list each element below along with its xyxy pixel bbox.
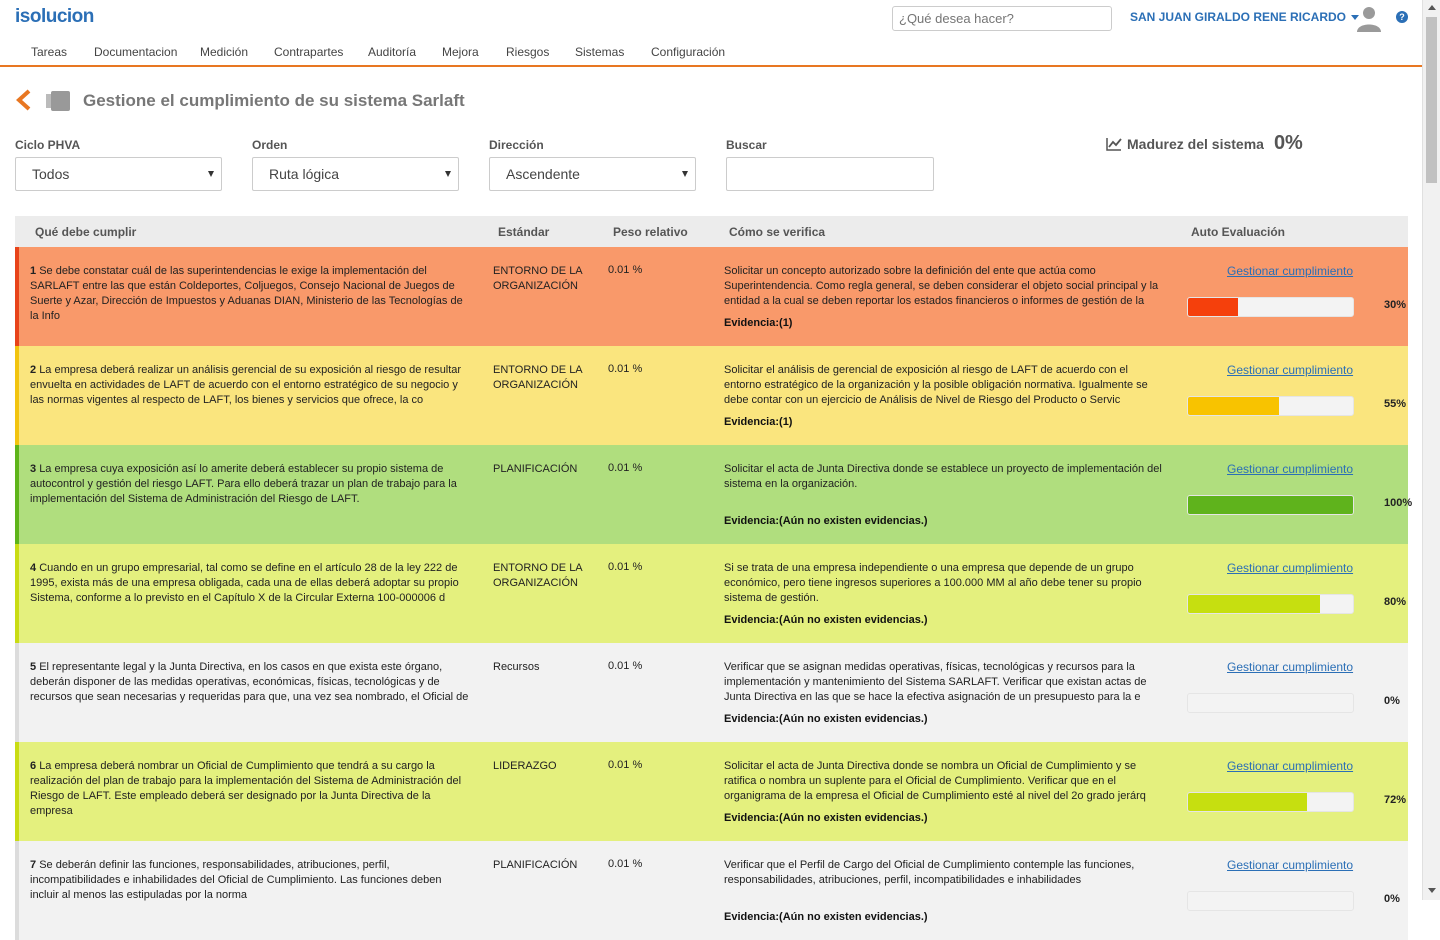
main-nav xyxy=(0,36,1422,67)
verification-text: Solicitar el acta de Junta Directiva donde se nombra un Oficial de Cumplimiento y se ratifica o nombra un suplente para el Oficial de Cumplimiento. Verificar que en el organigrama de la empresa el Oficial de Cumplimiento esté al nivel del 2o grado jerárq xyxy=(724,760,1146,802)
evidence-value: (Aún no existen evidencias.) xyxy=(779,911,928,923)
progress-bar xyxy=(1187,297,1354,317)
requirement-text xyxy=(30,363,470,408)
system-maturity xyxy=(1106,132,1303,155)
requirement-number: 1 xyxy=(30,265,37,277)
header-standard: Estándar xyxy=(498,225,550,239)
maturity-value: 0% xyxy=(1273,132,1303,154)
scroll-thumb[interactable] xyxy=(1426,17,1437,183)
standard-cell: ENTORNO DE LA ORGANIZACIÓN xyxy=(493,562,583,589)
table-row xyxy=(15,544,1408,643)
evidence-info xyxy=(724,317,792,329)
evidence-label: Evidencia: xyxy=(724,614,780,626)
evidence-info xyxy=(724,911,928,923)
user-name: SAN JUAN GIRALDO RENE RICARDO xyxy=(1130,10,1347,24)
standard-cell: PLANIFICACIÓN xyxy=(493,463,578,475)
direccion-select[interactable] xyxy=(489,157,696,191)
requirement-description: Se debe constatar cuál de las superintendencias le exige la implementación del SARLAFT entre las que están Coldeportes, Coljuegos, Consejo Nacional de Juegos de Suerte y Azar, Dirección de Impuestos y Aduanas DIAN, Ministerio de las Tecnologías de la Info xyxy=(30,265,463,322)
nav-item-riesgos[interactable]: Riesgos xyxy=(506,45,550,59)
evidence-label: Evidencia: xyxy=(724,416,780,428)
dropdown-arrow-icon xyxy=(445,171,451,177)
buscar-label: Buscar xyxy=(726,138,767,152)
progress-bar xyxy=(1187,891,1354,911)
requirement-description: La empresa deberá realizar un análisis gerencial de su exposición al riesgo de resultar envuelta en actividades de LAFT de acuerdo con el entorno estratégico de su negocio y las normas vigentes al respecto de LAFT, los bienes y servicios que ofrece, la co xyxy=(30,364,462,406)
ciclo-value: Todos xyxy=(32,166,70,182)
evidence-value: (Aún no existen evidencias.) xyxy=(779,614,928,626)
direccion-value: Ascendente xyxy=(506,166,580,182)
requirement-text xyxy=(30,759,470,819)
weight-cell: 0.01 % xyxy=(608,462,643,474)
evidence-value: (Aún no existen evidencias.) xyxy=(779,713,928,725)
evidence-value: (Aún no existen evidencias.) xyxy=(779,515,928,527)
requirement-text xyxy=(30,858,470,903)
requirement-number: 4 xyxy=(30,562,37,574)
direccion-label: Dirección xyxy=(489,138,544,152)
evidence-label: Evidencia: xyxy=(724,911,780,923)
evidence-info xyxy=(724,515,928,527)
nav-item-contrapartes[interactable]: Contrapartes xyxy=(274,45,344,59)
nav-item-mejora[interactable]: Mejora xyxy=(442,45,479,59)
scrollbar[interactable] xyxy=(1422,0,1440,900)
progress-fill xyxy=(1188,595,1320,613)
weight-cell: 0.01 % xyxy=(608,759,643,771)
requirement-number: 5 xyxy=(30,661,37,673)
progress-percentage: 0% xyxy=(1384,695,1400,707)
weight-cell: 0.01 % xyxy=(608,561,643,573)
module-icon xyxy=(46,90,72,112)
standard-cell: Recursos xyxy=(493,661,540,673)
requirement-description: El representante legal y la Junta Directiva, en los casos en que exista este órgano, deberán disponer de las medidas operativas, económicas, físicas, tecnológicas y de recursos que sean necesarias y requeridas para que, una vez sea nombrado, el Oficial de xyxy=(30,661,469,703)
isolucion-logo[interactable] xyxy=(15,6,94,28)
verification-text: Verificar que el Perfil de Cargo del Oficial de Cumplimiento contemple las funciones, responsabilidades, atribuciones, perfil, incompatibilidades e inhabilidades xyxy=(724,859,1135,886)
scroll-up-arrow-icon[interactable] xyxy=(1428,5,1436,10)
nav-item-documentacion[interactable]: Documentacion xyxy=(94,45,178,59)
requirement-text xyxy=(30,264,470,324)
avatar-icon[interactable] xyxy=(1356,4,1382,32)
progress-bar xyxy=(1187,495,1354,515)
progress-percentage: 0% xyxy=(1384,893,1400,905)
requirement-description: La empresa deberá nombrar un Oficial de Cumplimiento que tendrá a su cargo la realización del plan de trabajo para la implementación del Sistema de Administración del Riesgo de LAFT. Este empleado deberá ser designado por la Junta Directiva de la empresa xyxy=(30,760,462,817)
line-chart-icon xyxy=(1106,137,1122,151)
user-menu[interactable] xyxy=(1130,10,1359,24)
manage-compliance-link[interactable]: Gestionar cumplimiento xyxy=(1227,858,1354,872)
help-icon[interactable]: ? xyxy=(1396,11,1408,23)
back-arrow-icon[interactable] xyxy=(14,89,34,111)
requirement-text xyxy=(30,561,470,606)
header-requirement: Qué debe cumplir xyxy=(35,225,137,239)
manage-compliance-link[interactable]: Gestionar cumplimiento xyxy=(1227,264,1354,278)
scroll-down-arrow-icon[interactable] xyxy=(1428,888,1436,893)
nav-item-auditoria[interactable]: Auditoría xyxy=(368,45,417,59)
verification-text: Verificar que se asignan medidas operativas, físicas, tecnológicas y recursos para la implementación y mantenimiento del Sistema SARLAFT. Verificar que existan actas de Junta Directiva en las que se hace la efectiva asignación de un presupuesto para la e xyxy=(724,661,1147,703)
evidence-info xyxy=(724,416,792,428)
progress-fill xyxy=(1188,496,1353,514)
table-row xyxy=(15,841,1408,940)
evidence-label: Evidencia: xyxy=(724,317,780,329)
weight-cell: 0.01 % xyxy=(608,858,643,870)
progress-bar xyxy=(1187,396,1354,416)
table-row xyxy=(15,742,1408,841)
requirement-description: Se deberán definir las funciones, responsabilidades, atribuciones, perfil, incompatibilidades e inhabilidades del Oficial de Cumplimiento. Las funciones deben incluir al menos las estipuladas por la norma xyxy=(30,859,442,901)
progress-fill xyxy=(1188,793,1307,811)
nav-item-tareas[interactable]: Tareas xyxy=(31,45,68,59)
table-row xyxy=(15,247,1408,346)
dropdown-arrow-icon xyxy=(208,171,214,177)
dropdown-arrow-icon xyxy=(682,171,688,177)
evidence-label: Evidencia: xyxy=(724,713,780,725)
evidence-info xyxy=(724,713,928,725)
standard-cell: LIDERAZGO xyxy=(493,760,557,772)
weight-cell: 0.01 % xyxy=(608,660,643,672)
progress-fill xyxy=(1188,298,1238,316)
verification-text: Solicitar el análisis de gerencial de exposición al riesgo de LAFT de acuerdo con el entorno estratégico de la organización y la posible obligación normativa. Igualmente se debe contar con un ejercicio de Análisis de Nivel de Riesgo del Producto o Servic xyxy=(724,364,1148,406)
orden-value: Ruta lógica xyxy=(269,166,340,182)
verification-text: Solicitar un concepto autorizado sobre la definición del ente que actúa como Superintendencia. Como regla general, se deben considerar el objeto social principal y la entidad a la cual se deben reportar los estados financieros o informes de gestión de la xyxy=(724,265,1159,307)
manage-compliance-link[interactable]: Gestionar cumplimiento xyxy=(1227,660,1354,674)
progress-fill xyxy=(1188,397,1279,415)
evidence-info xyxy=(724,614,928,626)
requirement-number: 2 xyxy=(30,364,37,376)
top-bar xyxy=(0,0,1422,36)
maturity-label: Madurez del sistema xyxy=(1127,135,1264,152)
requirement-number: 3 xyxy=(30,463,37,475)
weight-cell: 0.01 % xyxy=(608,363,643,375)
search-input[interactable] xyxy=(892,6,1112,31)
header-weight: Peso relativo xyxy=(613,225,688,239)
table-row xyxy=(15,346,1408,445)
table-row xyxy=(15,643,1408,742)
table-row xyxy=(15,445,1413,544)
evidence-label: Evidencia: xyxy=(724,515,780,527)
orden-label: Orden xyxy=(252,138,288,152)
page-title: Gestione el cumplimiento de su sistema Sarlaft xyxy=(83,91,465,110)
progress-bar xyxy=(1187,693,1354,713)
progress-percentage: 72% xyxy=(1384,794,1407,806)
verification-text: Si se trata de una empresa independiente o una empresa que depende de un grupo económico, pero tiene ingresos superiores a 100.000 MM al año debe tener su propio sistema de gestión. xyxy=(724,562,1142,604)
header-self-assessment: Auto Evaluación xyxy=(1191,225,1286,239)
ciclo-label: Ciclo PHVA xyxy=(15,138,81,152)
progress-percentage: 100% xyxy=(1384,497,1413,509)
manage-compliance-link[interactable]: Gestionar cumplimiento xyxy=(1227,462,1354,476)
ciclo-select[interactable] xyxy=(15,157,222,191)
evidence-value: (1) xyxy=(779,317,793,329)
evidence-label: Evidencia: xyxy=(724,812,780,824)
weight-cell: 0.01 % xyxy=(608,264,643,276)
requirement-description: La empresa cuya exposición así lo amerite deberá establecer su propio sistema de autocontrol y gestión del riesgo LAFT. Para ello deberá trazar un plan de trabajo para la implementación del Sistema de Administración del Riesgo de LAFT. xyxy=(30,463,457,505)
standard-cell: PLANIFICACIÓN xyxy=(493,859,578,871)
orden-select[interactable] xyxy=(252,157,459,191)
requirement-number: 6 xyxy=(30,760,37,772)
buscar-input[interactable] xyxy=(726,157,934,191)
nav-item-medicion[interactable]: Medición xyxy=(200,45,249,59)
manage-compliance-link[interactable]: Gestionar cumplimiento xyxy=(1227,363,1354,377)
logo-text: isolucion xyxy=(15,6,94,27)
progress-bar xyxy=(1187,792,1354,812)
verification-text: Solicitar el acta de Junta Directiva donde se establece un proyecto de implementación del sistema en la organización. xyxy=(724,463,1162,490)
evidence-info xyxy=(724,812,928,824)
header-verification: Cómo se verifica xyxy=(729,225,826,239)
table-header xyxy=(15,216,1408,247)
progress-percentage: 80% xyxy=(1384,596,1407,608)
standard-cell: ENTORNO DE LA ORGANIZACIÓN xyxy=(493,364,583,391)
requirement-text xyxy=(30,462,470,507)
requirement-number: 7 xyxy=(30,859,37,871)
manage-compliance-link[interactable]: Gestionar cumplimiento xyxy=(1227,561,1354,575)
evidence-value: (1) xyxy=(779,416,793,428)
progress-bar xyxy=(1187,594,1354,614)
nav-item-configuracion[interactable]: Configuración xyxy=(651,45,726,59)
standard-cell: ENTORNO DE LA ORGANIZACIÓN xyxy=(493,265,583,292)
requirement-description: Cuando en un grupo empresarial, tal como se define en el artículo 28 de la ley 222 de 1995, exista más de una empresa obligada, cada una de ellas deberá adoptar su propio Sistema, conforme a lo previsto en el Capítulo X de la Circular Externa 100-000006 d xyxy=(30,562,459,604)
evidence-value: (Aún no existen evidencias.) xyxy=(779,812,928,824)
manage-compliance-link[interactable]: Gestionar cumplimiento xyxy=(1227,759,1354,773)
nav-item-sistemas[interactable]: Sistemas xyxy=(575,45,625,59)
requirement-text xyxy=(30,660,470,705)
progress-percentage: 30% xyxy=(1384,299,1407,311)
progress-percentage: 55% xyxy=(1384,398,1407,410)
